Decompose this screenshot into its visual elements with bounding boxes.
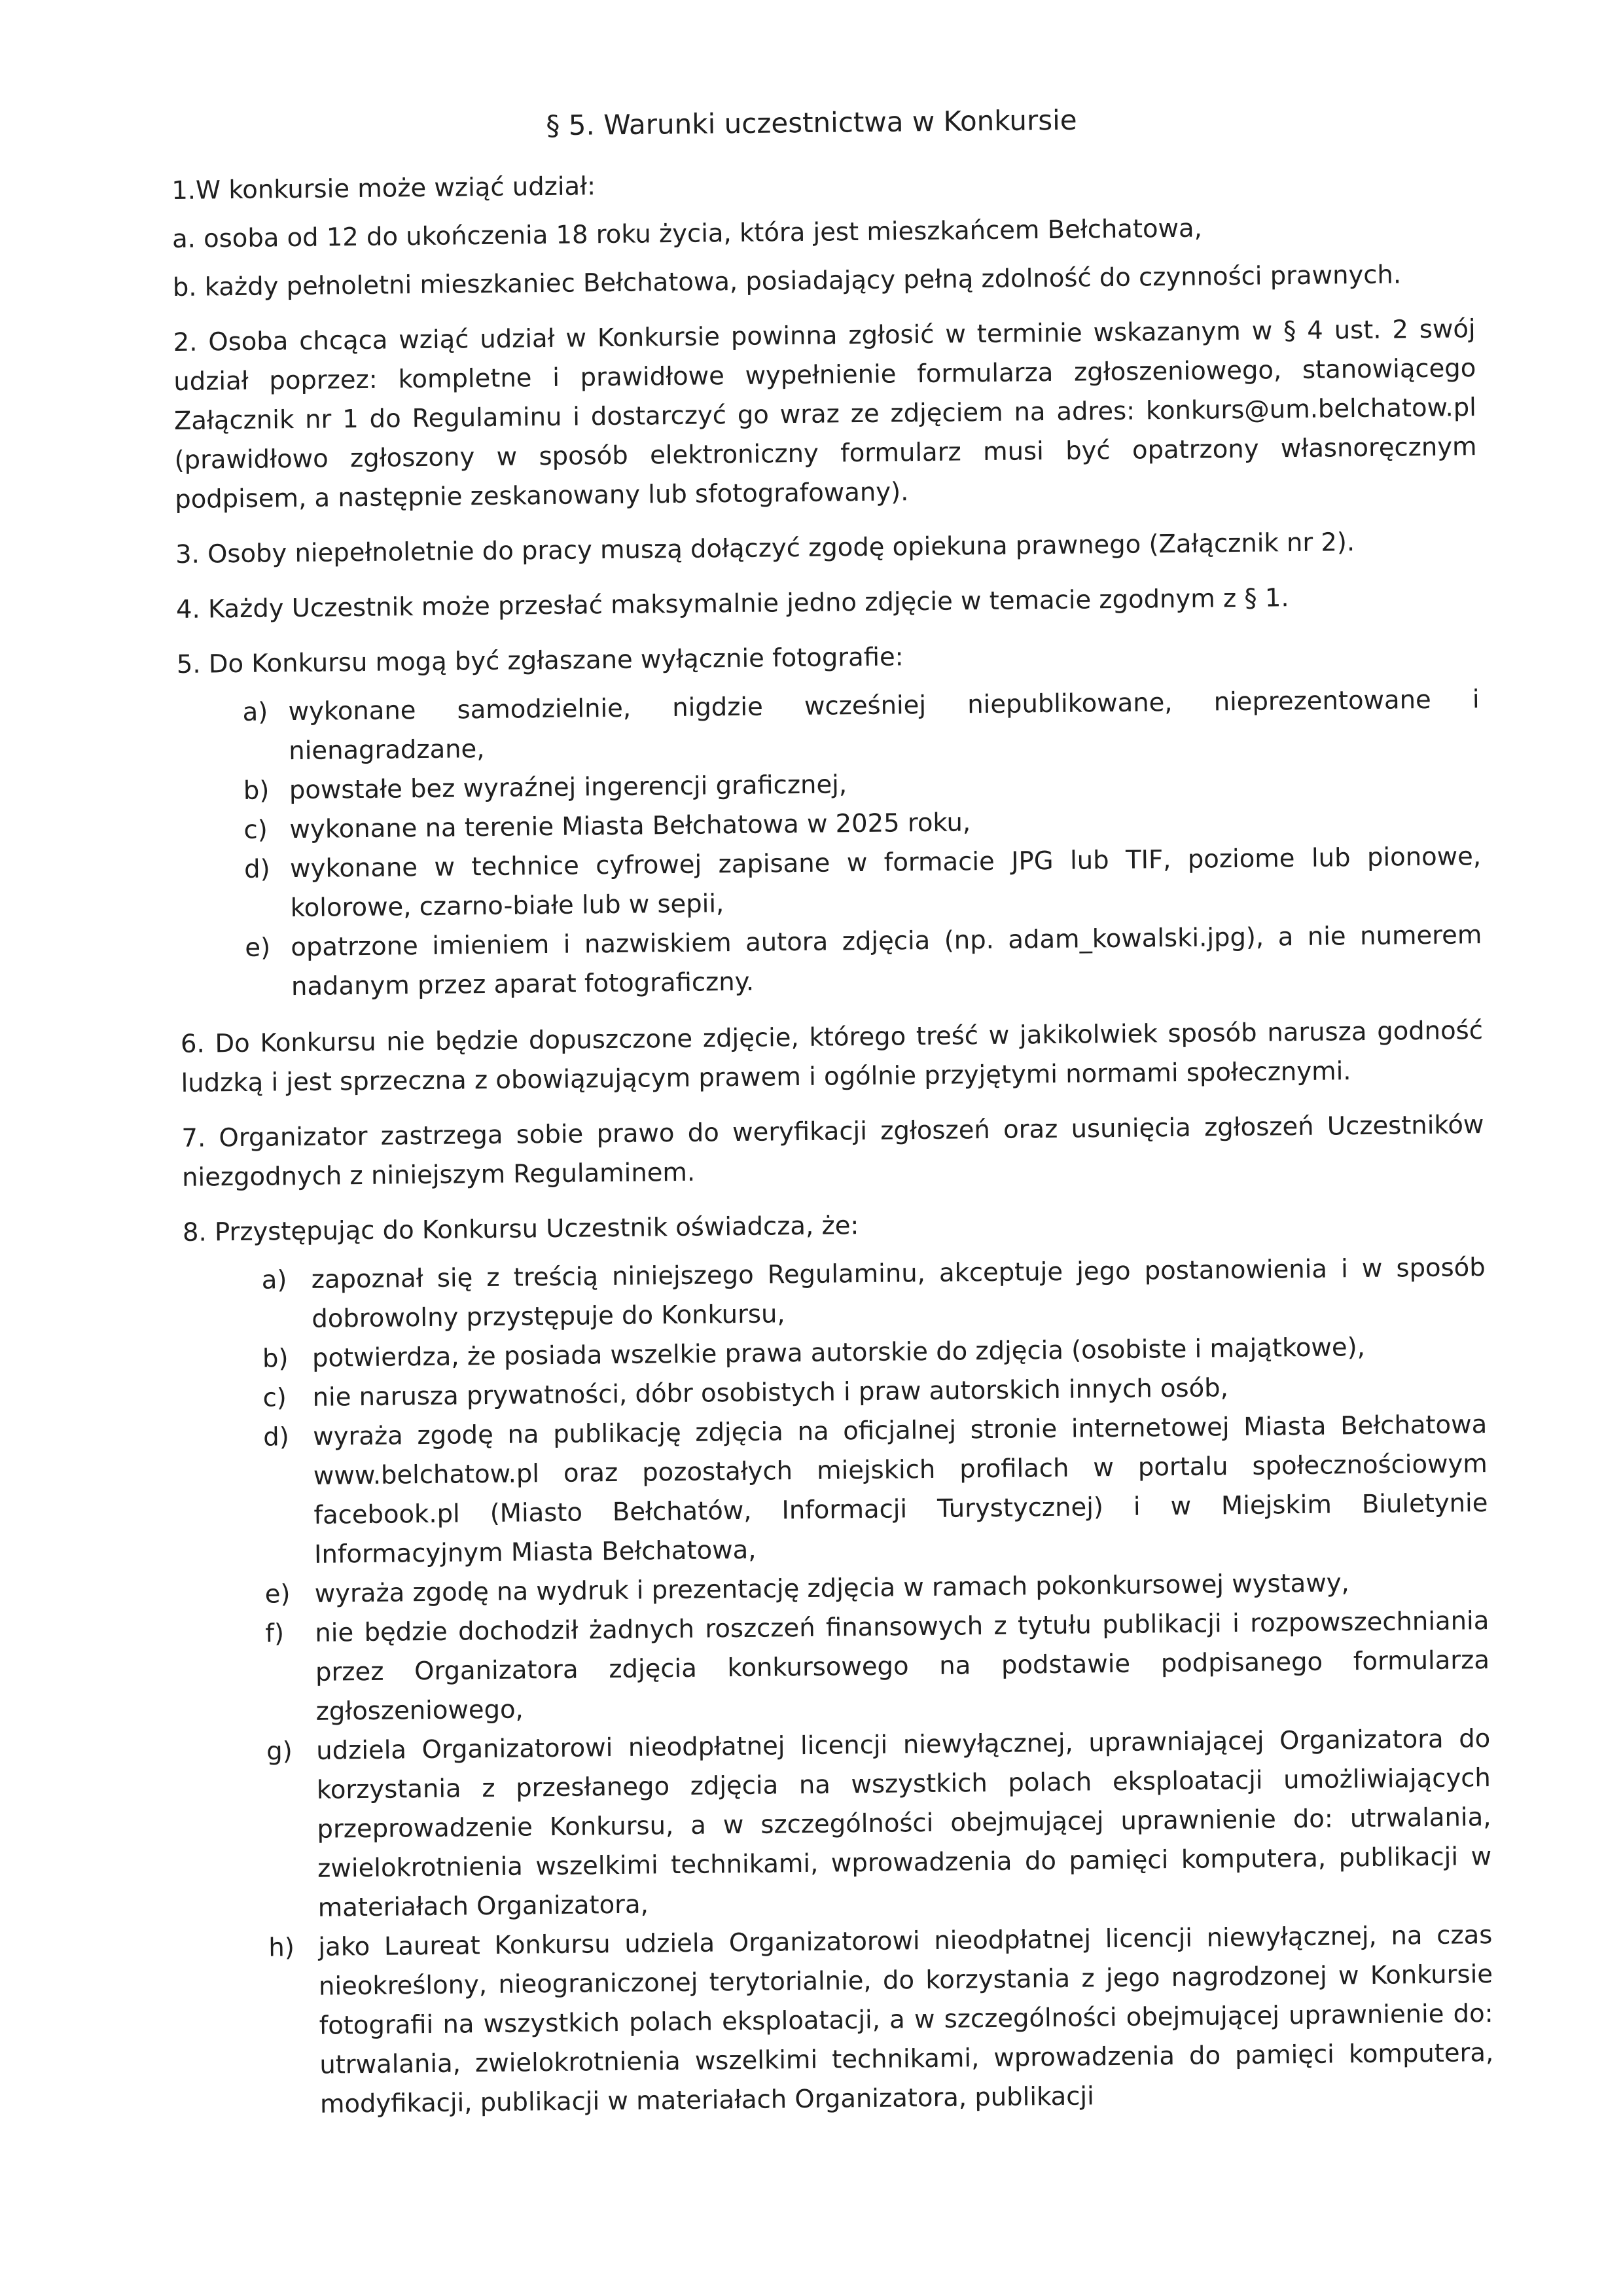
point-8: 8. Przystępując do Konkursu Uczestnik oświadcza, że: [182, 1211, 859, 1247]
list-item [268, 1916, 1494, 2125]
point-2: 2. Osoba chcąca wziąć udział w Konkursie powinna zgłosić w terminie wskazanym w § 4 ust. 2 swój udział poprzez: kompletne i prawidłowe wypełnienie formularza zgłoszeniowego, stanowiącego Załącznik nr 1 do Regulaminu i dostarczyć go wraz ze zdjęciem na adres: konkurs@um.belchatow.pl (prawidłowo zgłoszony w sposób elektroniczny formularz musi być opatrzony własnoręcznym podpisem, a następnie zeskanowany lub sfotografowany). [173, 314, 1477, 514]
list-item-text: jako Laureat Konkursu udziela Organizatorowi nieodpłatnej licencji niewyłącznej, na czas nieokreślony, nieograniczonej terytorialnie, do korzystania z jego nagrodzonej w Konkursie fotografii na wszystkich polach eksploatacji, a w szczególności obejmującej uprawnienie do: utrwalania, zwielokrotnienia wszelkimi technikami, wprowadzenia do pamięci komputera, modyfikacji, publikacji w materiałach Organizatora, publikacji [318, 1920, 1494, 2119]
list-item-text: udziela Organizatorowi nieodpłatnej licencji niewyłącznej, uprawniającej Organizatora do korzystania z przesłanego zdjęcia na wszystkich polach eksploatacji umożliwiających przeprowadzenie Konkursu, a w szczególności obejmującej uprawnienie do: utrwalania, zwielokrotnienia wszelkimi technikami, wprowadzenia do pamięci komputera, publikacji w materiałach Organizatora, [316, 1724, 1492, 1923]
list-marker: e) [245, 933, 271, 963]
list-marker: a) [261, 1265, 287, 1295]
list-item-text: potwierdza, że posiada wszelkie prawa autorskie do zdjęcia (osobiste i majątkowe), [312, 1333, 1366, 1373]
point-1a: a. osoba od 12 do ukończenia 18 roku życia, która jest mieszkańcem Bełchatowa, [171, 213, 1203, 254]
list-marker: d) [263, 1422, 289, 1452]
list-item-text: wyraża zgodę na wydruk i prezentację zdjęcia w ramach pokonkursowej wystawy, [314, 1568, 1349, 1609]
list-item-text: wyraża zgodę na publikację zdjęcia na oficjalnej stronie internetowej Miasta Bełchatowa www.belchatow.pl oraz pozostałych miejskich profilach w portalu społecznościowym facebook.pl (Miasto Bełchatów, Informacji Turystycznej) i w Miejskim Biuletynie Informacyjnym Miasta Bełchatowa, [313, 1410, 1488, 1570]
list-item [242, 680, 1480, 772]
point-7: 7. Organizator zastrzega sobie prawo do weryfikacji zgłoszeń oraz usunięcia zgłoszeń Uczestników niezgodnych z niniejszym Regulaminem. [181, 1110, 1484, 1193]
point-3: 3. Osoby niepełnoletnie do pracy muszą dołączyć zgodę opiekuna prawnego (Załącznik nr 2). [175, 528, 1355, 569]
list-marker: c) [262, 1383, 287, 1413]
point-5-list [177, 680, 1482, 1008]
list-marker: c) [243, 815, 268, 845]
point-1: 1.W konkursie może wziąć udział: [171, 171, 596, 206]
list-marker: g) [266, 1736, 293, 1767]
list-item-text: powstałe bez wyraźnej ingerencji graficznej, [289, 770, 847, 806]
list-marker: h) [268, 1933, 295, 1963]
list-item-text: nie będzie dochodził żadnych roszczeń finansowych z tytułu publikacji i rozpowszechniania przez Organizatora zdjęcia konkursowego na podstawie podpisanego formularza zgłoszeniowego, [315, 1606, 1490, 1727]
list-marker: d) [243, 854, 270, 884]
list-item [245, 916, 1482, 1007]
point-1b: b. każdy pełnoletni mieszkaniec Bełchatowa, posiadający pełną zdolność do czynności prawnych. [172, 260, 1402, 302]
list-item-text: zapoznał się z treścią niniejszego Regulaminu, akceptuje jego postanowienia i w sposób dobrowolny przystępuje do Konkursu, [311, 1253, 1486, 1334]
list-item-text: wykonane w technice cyfrowej zapisane w formacie JPG lub TIF, poziome lub pionowe, kolorowe, czarno-białe lub w sepii, [289, 842, 1482, 924]
point-8-list [183, 1248, 1494, 2126]
section-body [171, 158, 1494, 2143]
list-item [261, 1248, 1486, 1340]
list-item-text: wykonane samodzielnie, nigdzie wcześniej niepublikowane, nieprezentowane i nienagradzane, [288, 685, 1480, 766]
list-item-text: opatrzone imieniem i nazwiskiem autora zdjęcia (np. adam_kowalski.jpg), a nie numerem nadanym przez aparat fotograficzny. [291, 920, 1482, 1002]
list-marker: e) [264, 1579, 291, 1609]
list-marker: f) [265, 1619, 285, 1649]
list-marker: a) [242, 697, 268, 727]
point-4: 4. Każdy Uczestnik może przesłać maksymalnie jedno zdjęcie w temacie zgodnym z § 1. [175, 583, 1289, 624]
point-6: 6. Do Konkursu nie będzie dopuszczone zdjęcie, którego treść w jakikolwiek sposób narusza godność ludzką i jest sprzeczna z obowiązującym prawem i ogólnie przyjętymi normami społecznymi. [180, 1016, 1484, 1098]
list-marker: b) [262, 1344, 289, 1374]
point-5: 5. Do Konkursu mogą być zgłaszane wyłącznie fotografie: [176, 642, 904, 679]
list-item [244, 837, 1482, 929]
list-item [265, 1602, 1490, 1732]
list-item [266, 1719, 1492, 1929]
list-marker: b) [243, 776, 270, 806]
list-item-text: wykonane na terenie Miasta Bełchatowa w 2025 roku, [289, 808, 971, 845]
list-item-text: nie narusza prywatności, dóbr osobistych i praw autorskich innych osób, [312, 1373, 1229, 1412]
list-item [263, 1405, 1488, 1575]
section-title: § 5. Warunki uczestnictwa w Konkursie [546, 103, 1077, 142]
